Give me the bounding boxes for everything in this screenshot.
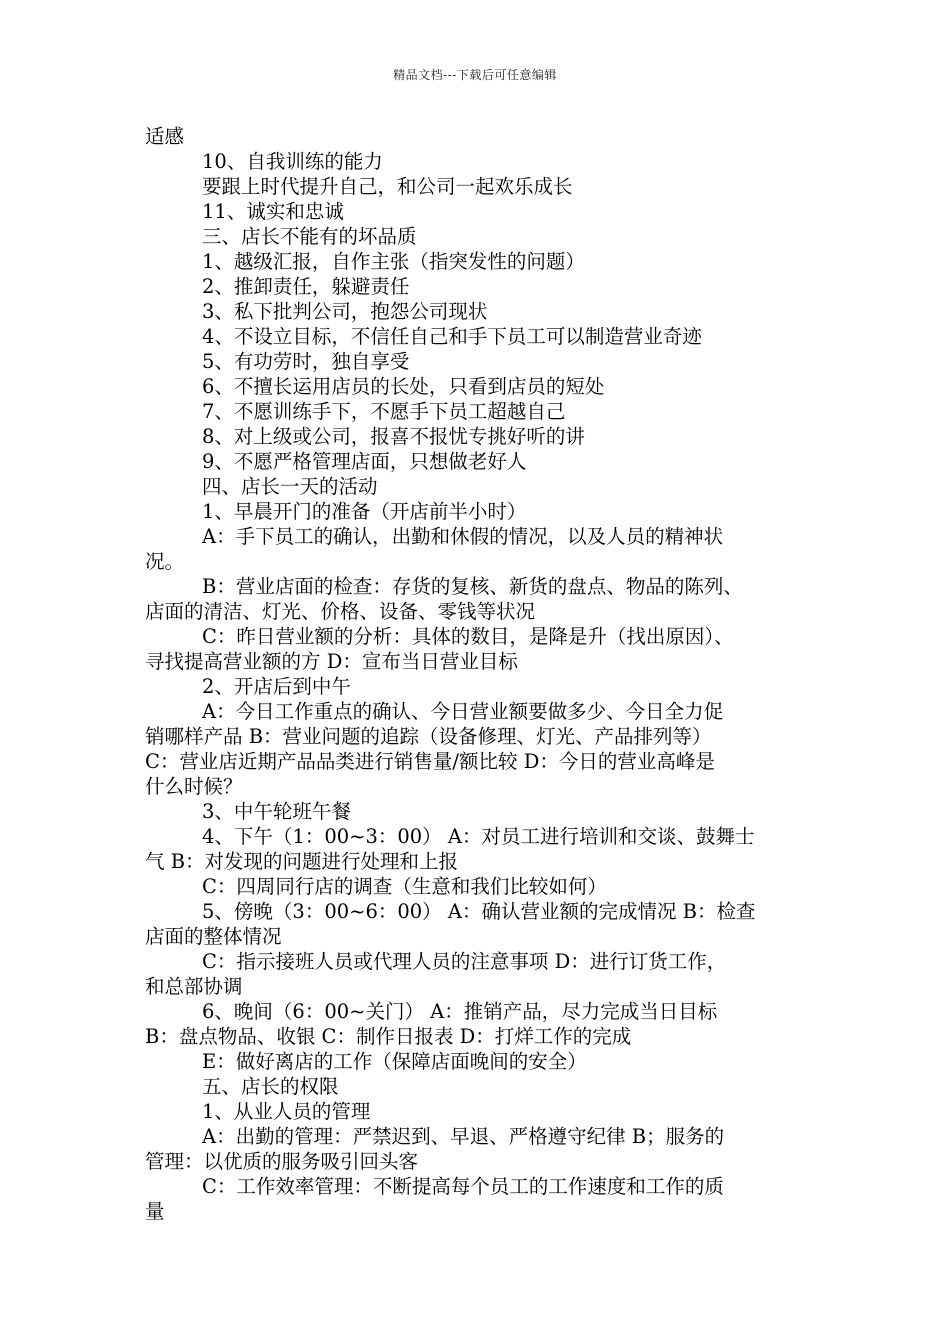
text-line: 店面的清洁、灯光、价格、设备、零钱等状况 [145,600,536,623]
text-line: 五、店长的权限 [202,1075,339,1098]
text-line: 1、早晨开门的准备（开店前半小时） [202,500,527,523]
text-line: 2、推卸责任，躲避责任 [202,275,410,298]
text-line: C：四周同行店的调查（生意和我们比较如何） [202,875,607,898]
text-line: 10、自我训练的能力 [202,150,383,173]
text-line: 量 [145,1200,165,1223]
text-line: 5、傍晚（3：00~6：00） A：确认营业额的完成情况 B：检查 [202,900,756,923]
text-line: 4、下午（1：00~3：00） A：对员工进行培训和交谈、鼓舞士 [202,825,755,848]
text-line: 2、开店后到中午 [202,675,351,698]
text-line: C：营业店近期产品品类进行销售量/额比较 D：今日的营业高峰是 [145,750,715,773]
text-line: 8、对上级或公司，报喜不报忧专挑好听的讲 [202,425,585,448]
text-line: 3、私下批判公司，抱怨公司现状 [202,300,488,323]
text-line: 5、有功劳时，独自享受 [202,350,410,373]
text-line: A：手下员工的确认，出勤和休假的情况，以及人员的精神状 [202,525,724,548]
text-line: 什么时候？ [145,775,243,798]
text-line: 三、店长不能有的坏品质 [202,225,417,248]
text-line: 要跟上时代提升自己，和公司一起欢乐成长 [202,175,573,198]
text-line: C：工作效率管理：不断提高每个员工的工作速度和工作的质 [202,1175,724,1198]
text-line: E：做好离店的工作（保障店面晚间的安全） [202,1050,587,1073]
text-line: 寻找提高营业额的方 D：宣布当日营业目标 [145,650,518,673]
text-line: 6、不擅长运用店员的长处，只看到店员的短处 [202,375,605,398]
text-line: 7、不愿训练手下，不愿手下员工超越自己 [202,400,566,423]
text-line: 11、诚实和忠诚 [202,200,344,223]
text-line: 况。 [145,550,185,573]
text-line: 3、中午轮班午餐 [202,800,351,823]
page-header: 精品文档---下载后可任意编辑 [393,68,557,82]
text-line: B：盘点物品、收银 C：制作日报表 D：打烊工作的完成 [145,1025,632,1048]
text-line: 1、从业人员的管理 [202,1100,371,1123]
document-body [145,124,810,1224]
text-line: C：指示接班人员或代理人员的注意事项 D：进行订货工作， [202,950,727,973]
text-line: 4、不设立目标，不信任自己和手下员工可以制造营业奇迹 [202,325,702,348]
text-line: 适感 [145,125,185,148]
text-line: 6、晚间（6：00~关门） A：推销产品，尽力完成当日目标 [202,1000,718,1023]
text-line: A：出勤的管理：严禁迟到、早退、严格遵守纪律 B；服务的 [202,1125,725,1148]
text-line: 9、不愿严格管理店面，只想做老好人 [202,450,527,473]
text-line: 1、越级汇报，自作主张（指突发性的问题） [202,250,585,273]
text-line: 气 B：对发现的问题进行处理和上报 [145,850,459,873]
text-line: 管理：以优质的服务吸引回头客 [145,1150,419,1173]
text-line: C：昨日营业额的分析：具体的数目，是降是升（找出原因）、 [202,625,734,648]
text-line: 销哪样产品 B：营业问题的追踪（设备修理、灯光、产品排列等） [145,725,712,748]
text-line: 和总部协调 [145,975,243,998]
text-line: B：营业店面的检查：存货的复核、新货的盘点、物品的陈列、 [202,575,743,598]
text-line: 店面的整体情况 [145,925,282,948]
text-line: A：今日工作重点的确认、今日营业额要做多少、今日全力促 [202,700,724,723]
text-line: 四、店长一天的活动 [202,475,378,498]
